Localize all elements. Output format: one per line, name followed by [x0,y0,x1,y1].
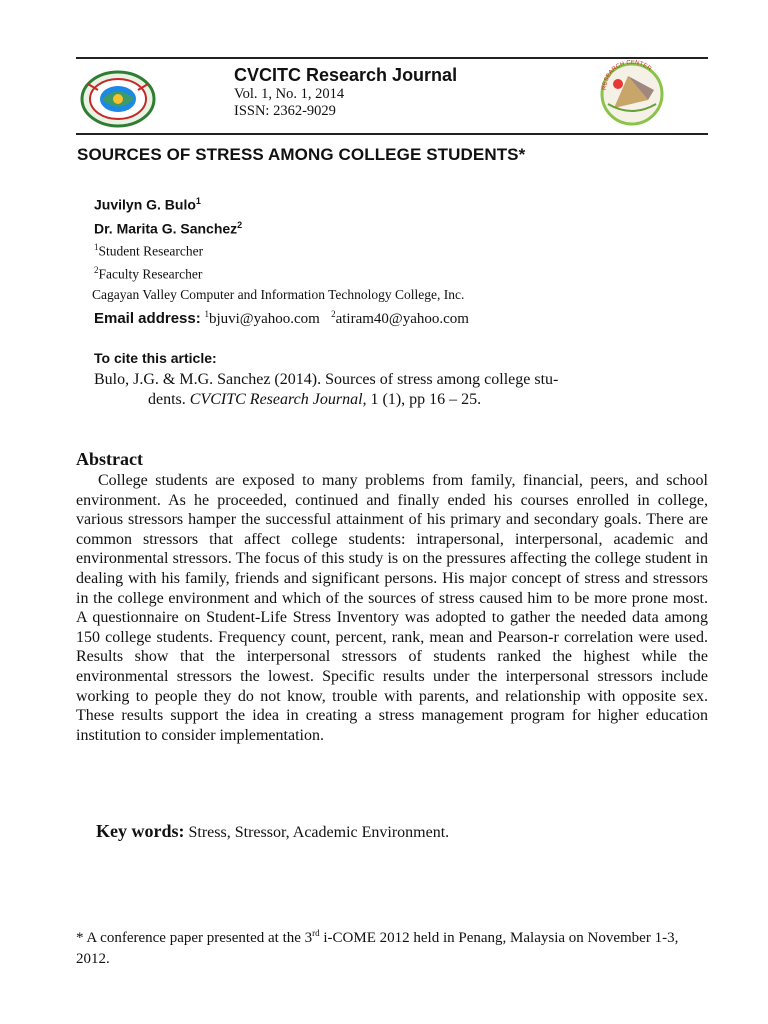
citation-block [94,349,704,410]
research-center-seal-icon [588,60,674,126]
journal-header [234,64,457,120]
email-address-2[interactable]: atiram40@yahoo.com [335,311,469,327]
citation-label: To cite this article: [94,350,217,366]
abstract-heading: Abstract [76,449,143,469]
author-block [94,191,464,304]
email-address-1[interactable]: bjuvi@yahoo.com [208,311,320,327]
affiliation-1: $^1$Student Researcher [94,242,204,259]
footnote: * A conference paper presented at the 3rd i-COME 2012 held in Penang, Malaysia on November 1-3, 2012. [76,928,679,967]
abstract-section [76,447,708,745]
college-seal-icon [80,70,156,128]
journal-title: CVCITC Research Journal [234,65,458,85]
keywords-line [96,821,449,842]
journal-volume: Vol. 1, No. 1, 2014 [234,86,345,102]
keywords-label: Key words: [96,821,185,841]
author-2: Dr. Marita G. Sanchez$^2$ [94,219,243,237]
keywords-text: Stress, Stressor, Academic Environment. [188,824,450,841]
affiliation-2: $^2$Faculty Researcher [94,264,203,282]
logo-right-text: RESEARCH CENTER [601,60,653,91]
header-bottom-rule [76,133,708,135]
email-line: Email address: $^1$bjuvi@yahoo.com $^2$atiram40@yahoo.com [94,309,469,327]
abstract-body: College students are exposed to many problems from family, financial, peers, and school environment. As he proceeded, continued and finally ended his courses enrolled in college, various stressors hamper the successful attainment of his primary and secondary goals. There are common stressors that affect college students: intrapersonal, interpersonal, academic and environmental stressors. The focus of this study is on the pressures affecting the college student in dealing with his family, friends and significant persons. His major concept of stress and stressors in the college environment and which of the sources of stress caused him to be more prone most. A questionnaire on Student-Life Stress Inventory was adopted to gather the needed data among 150 college students. Frequency count, percent, rank, mean and Pearson-r correlation were used. Results show that the interpersonal stressors of students ranked the highest while the environmental stressors the lowest. Specific results under the interpersonal stressors include working to people they do not know, trouble with parents, and relationship with opposite sex. These results support the idea in creating a stress management program for higher education institution to consider implementation. [76,472,708,744]
citation-text: Bulo, J.G. & M.G. Sanchez (2014). Sources of stress among college stu- dents. CVCITC Research Journal, 1 (1), pp 16 – 25. [94,371,559,408]
institution: Cagayan Valley Computer and Information Technology College, Inc. [92,287,465,303]
email-label: Email address: [94,310,201,327]
paper-title: SOURCES OF STRESS AMONG COLLEGE STUDENTS* [77,145,526,164]
header-top-rule [76,57,708,59]
journal-issn: ISSN: 2362-9029 [234,103,336,119]
citation-journal: CVCITC Research Journal, [189,391,367,408]
author-1: Juvilyn G. Bulo$^1$ [94,196,201,213]
